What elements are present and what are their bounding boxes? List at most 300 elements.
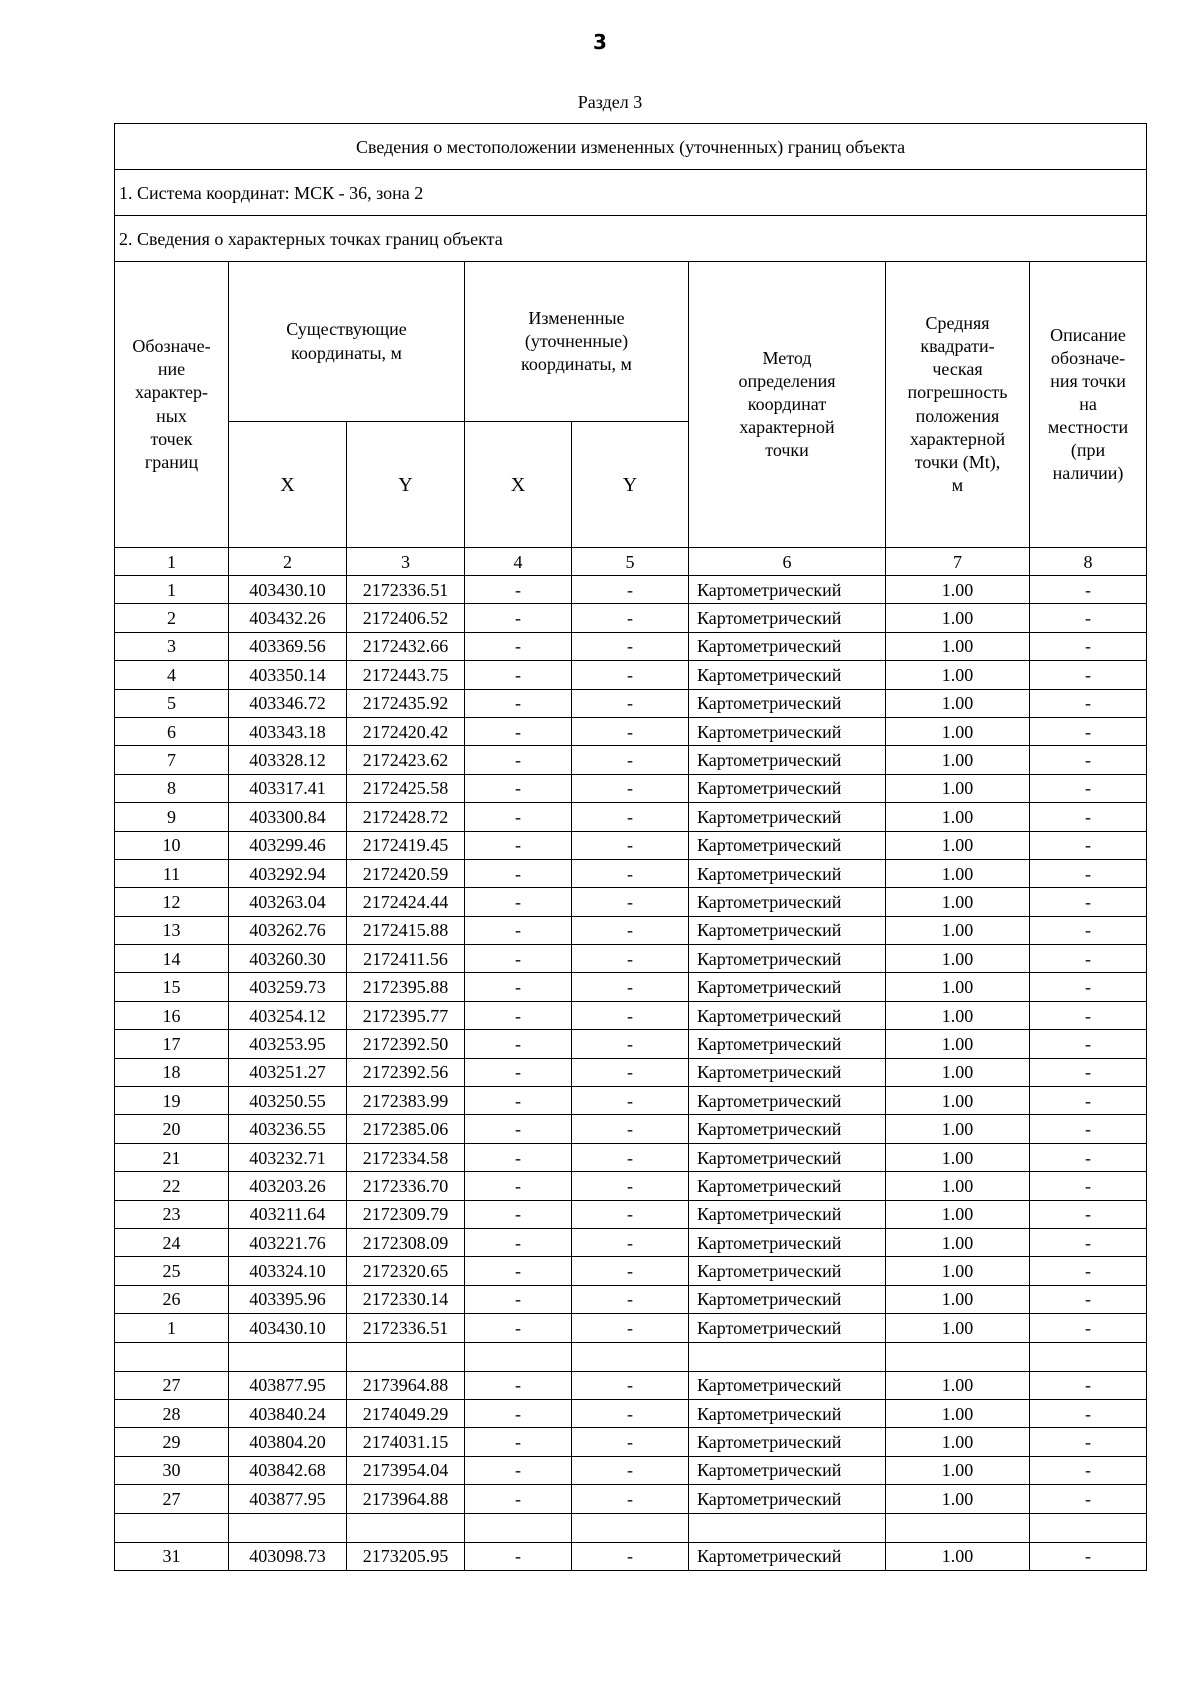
point-number-cell: 4 [115, 661, 229, 689]
method-cell: Картометрический [689, 803, 886, 831]
changed-y-cell: - [572, 604, 689, 632]
changed-x-cell: - [465, 632, 572, 660]
table-row [115, 1115, 1147, 1143]
empty-cell [229, 1513, 347, 1542]
mean-error-cell: 1.00 [886, 1115, 1030, 1143]
table-title: Сведения о местоположении измененных (уточненных) границ объекта [115, 124, 1147, 170]
table-row [115, 1542, 1147, 1570]
description-cell: - [1030, 945, 1147, 973]
table-row [115, 859, 1147, 887]
method-cell: Картометрический [689, 973, 886, 1001]
method-cell: Картометрический [689, 1428, 886, 1456]
description-cell: - [1030, 604, 1147, 632]
header-description: Описание обозначе- ния точки на местности (при наличии) [1030, 262, 1147, 548]
description-cell: - [1030, 1030, 1147, 1058]
point-number-cell: 7 [115, 746, 229, 774]
changed-y-cell: - [572, 1200, 689, 1228]
column-number: 8 [1030, 548, 1147, 576]
existing-x-cell: 403430.10 [229, 576, 347, 604]
point-number-cell: 30 [115, 1456, 229, 1484]
changed-x-cell: - [465, 774, 572, 802]
separator-row [115, 1513, 1147, 1542]
changed-x-cell: - [465, 1485, 572, 1513]
table-row [115, 831, 1147, 859]
description-cell: - [1030, 717, 1147, 745]
existing-x-cell: 403299.46 [229, 831, 347, 859]
changed-y-cell: - [572, 859, 689, 887]
point-number-cell: 1 [115, 576, 229, 604]
changed-x-cell: - [465, 1257, 572, 1285]
existing-x-cell: 403395.96 [229, 1285, 347, 1313]
existing-x-cell: 403346.72 [229, 689, 347, 717]
existing-x-cell: 403328.12 [229, 746, 347, 774]
description-cell: - [1030, 1087, 1147, 1115]
description-cell: - [1030, 1200, 1147, 1228]
changed-y-cell: - [572, 1428, 689, 1456]
empty-cell [347, 1342, 465, 1371]
existing-x-cell: 403324.10 [229, 1257, 347, 1285]
method-cell: Картометрический [689, 1485, 886, 1513]
existing-x-cell: 403254.12 [229, 1001, 347, 1029]
changed-x-cell: - [465, 831, 572, 859]
empty-cell [886, 1342, 1030, 1371]
header-error: Средняя квадрати- ческая погрешность положения характерной точки (Mt), м [886, 262, 1030, 548]
existing-y-cell: 2172392.50 [347, 1030, 465, 1058]
changed-y-cell: - [572, 831, 689, 859]
description-cell: - [1030, 1542, 1147, 1570]
table-row [115, 1058, 1147, 1086]
separator-row [115, 1342, 1147, 1371]
changed-x-cell: - [465, 717, 572, 745]
coordinate-system: 1. Система координат: МСК - 36, зона 2 [115, 170, 1147, 216]
changed-x-cell: - [465, 1087, 572, 1115]
changed-y-cell: - [572, 1456, 689, 1484]
table-row [115, 689, 1147, 717]
table-row [115, 774, 1147, 802]
table-row [115, 1456, 1147, 1484]
changed-y-cell: - [572, 803, 689, 831]
method-cell: Картометрический [689, 1399, 886, 1427]
existing-y-cell: 2172336.51 [347, 576, 465, 604]
description-cell: - [1030, 1285, 1147, 1313]
mean-error-cell: 1.00 [886, 1087, 1030, 1115]
changed-y-cell: - [572, 689, 689, 717]
method-cell: Картометрический [689, 632, 886, 660]
mean-error-cell: 1.00 [886, 1257, 1030, 1285]
existing-x-cell: 403221.76 [229, 1228, 347, 1256]
table-row [115, 916, 1147, 944]
existing-x-cell: 403877.95 [229, 1485, 347, 1513]
table-row [115, 717, 1147, 745]
mean-error-cell: 1.00 [886, 1172, 1030, 1200]
description-cell: - [1030, 1143, 1147, 1171]
changed-y-cell: - [572, 1030, 689, 1058]
changed-x-cell: - [465, 1001, 572, 1029]
description-cell: - [1030, 803, 1147, 831]
section-label: Раздел 3 [577, 92, 643, 112]
point-number-cell: 27 [115, 1371, 229, 1399]
changed-x-cell: - [465, 1371, 572, 1399]
empty-cell [689, 1342, 886, 1371]
table-row [115, 1143, 1147, 1171]
existing-y-cell: 2172419.45 [347, 831, 465, 859]
changed-x-cell: - [465, 1399, 572, 1427]
existing-y-cell: 2172420.42 [347, 717, 465, 745]
point-number-cell: 15 [115, 973, 229, 1001]
changed-x-cell: - [465, 1200, 572, 1228]
empty-cell [572, 1513, 689, 1542]
mean-error-cell: 1.00 [886, 888, 1030, 916]
description-cell: - [1030, 916, 1147, 944]
changed-x-cell: - [465, 1143, 572, 1171]
existing-y-cell: 2173205.95 [347, 1542, 465, 1570]
method-cell: Картометрический [689, 859, 886, 887]
column-number: 1 [115, 548, 229, 576]
empty-cell [229, 1342, 347, 1371]
changed-x-cell: - [465, 1228, 572, 1256]
changed-y-cell: - [572, 888, 689, 916]
mean-error-cell: 1.00 [886, 1200, 1030, 1228]
table-row [115, 632, 1147, 660]
description-cell: - [1030, 632, 1147, 660]
method-cell: Картометрический [689, 1371, 886, 1399]
method-cell: Картометрический [689, 1115, 886, 1143]
mean-error-cell: 1.00 [886, 1285, 1030, 1313]
changed-x-cell: - [465, 916, 572, 944]
column-number: 2 [229, 548, 347, 576]
mean-error-cell: 1.00 [886, 803, 1030, 831]
changed-y-cell: - [572, 1087, 689, 1115]
existing-x-cell: 403369.56 [229, 632, 347, 660]
mean-error-cell: 1.00 [886, 774, 1030, 802]
existing-x-cell: 403250.55 [229, 1087, 347, 1115]
description-cell: - [1030, 661, 1147, 689]
column-number: 5 [572, 548, 689, 576]
existing-x-cell: 403263.04 [229, 888, 347, 916]
existing-y-cell: 2172415.88 [347, 916, 465, 944]
mean-error-cell: 1.00 [886, 1001, 1030, 1029]
mean-error-cell: 1.00 [886, 945, 1030, 973]
method-cell: Картометрический [689, 1001, 886, 1029]
changed-x-cell: - [465, 945, 572, 973]
existing-x-cell: 403232.71 [229, 1143, 347, 1171]
mean-error-cell: 1.00 [886, 973, 1030, 1001]
existing-x-cell: 403251.27 [229, 1058, 347, 1086]
existing-x-cell: 403236.55 [229, 1115, 347, 1143]
point-number-cell: 1 [115, 1314, 229, 1342]
existing-y-cell: 2174049.29 [347, 1399, 465, 1427]
page-number: 3 [593, 30, 607, 54]
existing-y-cell: 2172428.72 [347, 803, 465, 831]
changed-y-cell: - [572, 746, 689, 774]
existing-y-cell: 2173964.88 [347, 1485, 465, 1513]
existing-y-cell: 2172383.99 [347, 1087, 465, 1115]
existing-x-cell: 403877.95 [229, 1371, 347, 1399]
column-number: 3 [347, 548, 465, 576]
changed-x-cell: - [465, 661, 572, 689]
changed-y-cell: - [572, 1257, 689, 1285]
point-number-cell: 3 [115, 632, 229, 660]
existing-y-cell: 2172385.06 [347, 1115, 465, 1143]
existing-x-cell: 403253.95 [229, 1030, 347, 1058]
method-cell: Картометрический [689, 1058, 886, 1086]
existing-y-cell: 2172392.56 [347, 1058, 465, 1086]
description-cell: - [1030, 1399, 1147, 1427]
changed-y-cell: - [572, 1001, 689, 1029]
table-row [115, 1485, 1147, 1513]
changed-y-cell: - [572, 774, 689, 802]
empty-cell [1030, 1513, 1147, 1542]
existing-x-cell: 403262.76 [229, 916, 347, 944]
existing-y-cell: 2172411.56 [347, 945, 465, 973]
method-cell: Картометрический [689, 576, 886, 604]
table-row [115, 1257, 1147, 1285]
description-cell: - [1030, 1172, 1147, 1200]
point-number-cell: 17 [115, 1030, 229, 1058]
mean-error-cell: 1.00 [886, 1314, 1030, 1342]
mean-error-cell: 1.00 [886, 1143, 1030, 1171]
empty-cell [347, 1513, 465, 1542]
header-existing-x: X [229, 422, 347, 548]
column-numbers-row [115, 548, 1147, 576]
empty-cell [572, 1342, 689, 1371]
existing-y-cell: 2172443.75 [347, 661, 465, 689]
table-row [115, 803, 1147, 831]
existing-x-cell: 403292.94 [229, 859, 347, 887]
table-row [115, 1001, 1147, 1029]
method-cell: Картометрический [689, 1456, 886, 1484]
header-designation: Обозначе- ние характер- ных точек границ [115, 262, 229, 548]
point-number-cell: 29 [115, 1428, 229, 1456]
method-cell: Картометрический [689, 1172, 886, 1200]
mean-error-cell: 1.00 [886, 661, 1030, 689]
changed-y-cell: - [572, 576, 689, 604]
mean-error-cell: 1.00 [886, 1399, 1030, 1427]
changed-y-cell: - [572, 1485, 689, 1513]
header-changed-coordinates: Измененные (уточненные) координаты, м [465, 262, 689, 422]
changed-x-cell: - [465, 689, 572, 717]
existing-x-cell: 403350.14 [229, 661, 347, 689]
changed-y-cell: - [572, 1371, 689, 1399]
mean-error-cell: 1.00 [886, 1228, 1030, 1256]
description-cell: - [1030, 1428, 1147, 1456]
changed-y-cell: - [572, 1172, 689, 1200]
mean-error-cell: 1.00 [886, 1371, 1030, 1399]
table-row [115, 1428, 1147, 1456]
existing-x-cell: 403804.20 [229, 1428, 347, 1456]
description-cell: - [1030, 831, 1147, 859]
point-number-cell: 31 [115, 1542, 229, 1570]
changed-y-cell: - [572, 1143, 689, 1171]
description-cell: - [1030, 1228, 1147, 1256]
point-number-cell: 21 [115, 1143, 229, 1171]
mean-error-cell: 1.00 [886, 1485, 1030, 1513]
changed-x-cell: - [465, 1115, 572, 1143]
point-number-cell: 19 [115, 1087, 229, 1115]
existing-y-cell: 2172336.51 [347, 1314, 465, 1342]
description-cell: - [1030, 1058, 1147, 1086]
header-existing-coordinates: Существующие координаты, м [229, 262, 465, 422]
existing-x-cell: 403260.30 [229, 945, 347, 973]
existing-y-cell: 2172395.88 [347, 973, 465, 1001]
existing-x-cell: 403203.26 [229, 1172, 347, 1200]
mean-error-cell: 1.00 [886, 831, 1030, 859]
table-row [115, 1172, 1147, 1200]
method-cell: Картометрический [689, 1228, 886, 1256]
description-cell: - [1030, 973, 1147, 1001]
existing-y-cell: 2172424.44 [347, 888, 465, 916]
header-changed-y: Y [572, 422, 689, 548]
existing-y-cell: 2172330.14 [347, 1285, 465, 1313]
empty-cell [689, 1513, 886, 1542]
column-number: 7 [886, 548, 1030, 576]
changed-x-cell: - [465, 973, 572, 1001]
mean-error-cell: 1.00 [886, 1030, 1030, 1058]
point-number-cell: 16 [115, 1001, 229, 1029]
point-number-cell: 28 [115, 1399, 229, 1427]
method-cell: Картометрический [689, 746, 886, 774]
method-cell: Картометрический [689, 689, 886, 717]
changed-x-cell: - [465, 1428, 572, 1456]
method-cell: Картометрический [689, 888, 886, 916]
changed-x-cell: - [465, 1314, 572, 1342]
point-number-cell: 14 [115, 945, 229, 973]
mean-error-cell: 1.00 [886, 916, 1030, 944]
existing-x-cell: 403430.10 [229, 1314, 347, 1342]
description-cell: - [1030, 1001, 1147, 1029]
table-row [115, 1030, 1147, 1058]
method-cell: Картометрический [689, 1087, 886, 1115]
description-cell: - [1030, 1456, 1147, 1484]
changed-y-cell: - [572, 916, 689, 944]
changed-x-cell: - [465, 1542, 572, 1570]
mean-error-cell: 1.00 [886, 689, 1030, 717]
method-cell: Картометрический [689, 1257, 886, 1285]
point-number-cell: 11 [115, 859, 229, 887]
existing-x-cell: 403098.73 [229, 1542, 347, 1570]
changed-y-cell: - [572, 1228, 689, 1256]
changed-x-cell: - [465, 1456, 572, 1484]
existing-x-cell: 403840.24 [229, 1399, 347, 1427]
header-existing-y: Y [347, 422, 465, 548]
mean-error-cell: 1.00 [886, 859, 1030, 887]
existing-y-cell: 2172309.79 [347, 1200, 465, 1228]
changed-y-cell: - [572, 1314, 689, 1342]
method-cell: Картометрический [689, 717, 886, 745]
changed-y-cell: - [572, 661, 689, 689]
empty-cell [465, 1342, 572, 1371]
table-row [115, 1228, 1147, 1256]
existing-x-cell: 403259.73 [229, 973, 347, 1001]
method-cell: Картометрический [689, 661, 886, 689]
points-heading: 2. Сведения о характерных точках границ объекта [115, 216, 1147, 262]
existing-y-cell: 2172308.09 [347, 1228, 465, 1256]
point-number-cell: 25 [115, 1257, 229, 1285]
method-cell: Картометрический [689, 945, 886, 973]
description-cell: - [1030, 1257, 1147, 1285]
existing-y-cell: 2172420.59 [347, 859, 465, 887]
existing-y-cell: 2172435.92 [347, 689, 465, 717]
existing-x-cell: 403432.26 [229, 604, 347, 632]
table-row [115, 661, 1147, 689]
table-row [115, 1285, 1147, 1313]
changed-y-cell: - [572, 632, 689, 660]
existing-y-cell: 2172406.52 [347, 604, 465, 632]
description-cell: - [1030, 888, 1147, 916]
mean-error-cell: 1.00 [886, 717, 1030, 745]
description-cell: - [1030, 689, 1147, 717]
method-cell: Картометрический [689, 1285, 886, 1313]
mean-error-cell: 1.00 [886, 632, 1030, 660]
point-number-cell: 2 [115, 604, 229, 632]
existing-x-cell: 403343.18 [229, 717, 347, 745]
point-number-cell: 18 [115, 1058, 229, 1086]
changed-y-cell: - [572, 973, 689, 1001]
column-number: 4 [465, 548, 572, 576]
point-number-cell: 22 [115, 1172, 229, 1200]
existing-y-cell: 2172432.66 [347, 632, 465, 660]
existing-x-cell: 403300.84 [229, 803, 347, 831]
changed-y-cell: - [572, 1399, 689, 1427]
table-row [115, 973, 1147, 1001]
description-cell: - [1030, 1314, 1147, 1342]
mean-error-cell: 1.00 [886, 1058, 1030, 1086]
changed-x-cell: - [465, 803, 572, 831]
table-row [115, 1087, 1147, 1115]
existing-x-cell: 403317.41 [229, 774, 347, 802]
method-cell: Картометрический [689, 1200, 886, 1228]
description-cell: - [1030, 1485, 1147, 1513]
method-cell: Картометрический [689, 604, 886, 632]
mean-error-cell: 1.00 [886, 746, 1030, 774]
changed-y-cell: - [572, 1285, 689, 1313]
description-cell: - [1030, 859, 1147, 887]
table-row [115, 1200, 1147, 1228]
changed-x-cell: - [465, 1172, 572, 1200]
changed-y-cell: - [572, 1115, 689, 1143]
existing-y-cell: 2172395.77 [347, 1001, 465, 1029]
method-cell: Картометрический [689, 1030, 886, 1058]
mean-error-cell: 1.00 [886, 1428, 1030, 1456]
changed-y-cell: - [572, 1542, 689, 1570]
point-number-cell: 6 [115, 717, 229, 745]
table-row [115, 746, 1147, 774]
changed-x-cell: - [465, 1030, 572, 1058]
table-row [115, 1314, 1147, 1342]
existing-y-cell: 2172334.58 [347, 1143, 465, 1171]
boundary-points-table [114, 123, 1147, 1571]
empty-cell [115, 1513, 229, 1542]
existing-y-cell: 2173954.04 [347, 1456, 465, 1484]
changed-x-cell: - [465, 1285, 572, 1313]
empty-cell [886, 1513, 1030, 1542]
changed-x-cell: - [465, 604, 572, 632]
description-cell: - [1030, 774, 1147, 802]
table-row [115, 1399, 1147, 1427]
empty-cell [465, 1513, 572, 1542]
point-number-cell: 20 [115, 1115, 229, 1143]
point-number-cell: 5 [115, 689, 229, 717]
point-number-cell: 9 [115, 803, 229, 831]
point-number-cell: 27 [115, 1485, 229, 1513]
description-cell: - [1030, 746, 1147, 774]
column-number: 6 [689, 548, 886, 576]
point-number-cell: 23 [115, 1200, 229, 1228]
description-cell: - [1030, 576, 1147, 604]
changed-x-cell: - [465, 1058, 572, 1086]
point-number-cell: 12 [115, 888, 229, 916]
table-row [115, 888, 1147, 916]
